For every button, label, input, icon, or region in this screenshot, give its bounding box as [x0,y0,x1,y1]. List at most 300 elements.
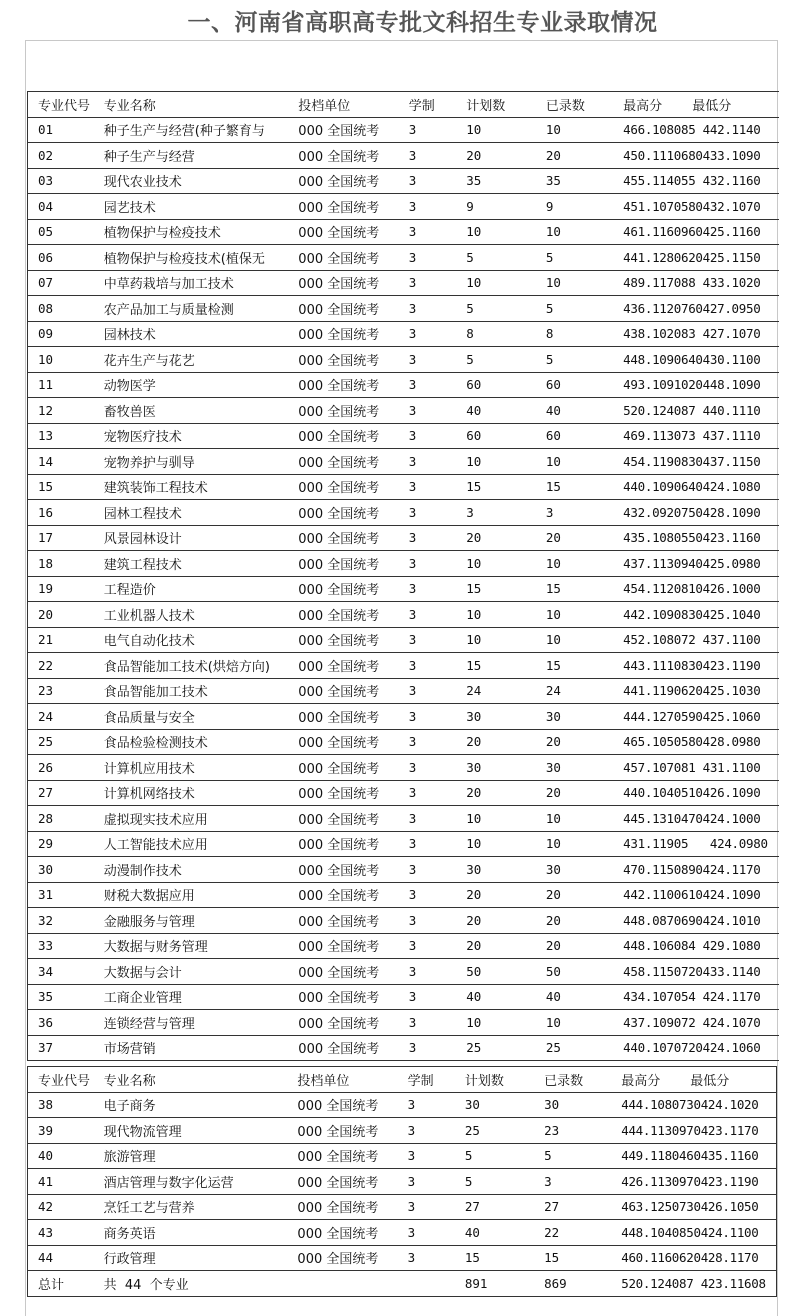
major-name: 种子生产与经营 [94,143,289,169]
major-code: 12 [28,398,94,424]
admission-unit: 000 全国统考 [288,347,399,373]
max-min-scores: 443.1110830423.1190 [613,653,779,679]
major-code: 13 [28,423,94,449]
major-code: 39 [28,1118,94,1144]
max-min-scores: 432.0920750428.1090 [613,500,779,526]
table-row [28,245,780,271]
max-min-scores: 455.114055 432.1160 [613,168,779,194]
admission-unit: 000 全国统考 [288,525,399,551]
admitted-count: 20 [536,933,613,959]
plan-count: 15 [455,1245,534,1271]
study-years: 3 [399,270,456,296]
header-plan: 计划数 [456,92,536,118]
table-row [28,1245,777,1271]
table-row [28,882,780,908]
study-years: 3 [399,678,456,704]
admitted-count: 27 [534,1194,611,1220]
table-row [28,321,780,347]
max-min-scores: 437.109072 424.1070 [613,1010,779,1036]
header-name: 专业名称 [94,1067,288,1093]
table-row [28,959,780,985]
study-years: 3 [399,500,456,526]
study-years: 3 [399,908,456,934]
admission-unit: 000 全国统考 [288,678,399,704]
major-code: 04 [28,194,94,220]
study-years: 3 [399,245,456,271]
admitted-count: 20 [536,780,613,806]
admission-unit: 000 全国统考 [288,933,399,959]
plan-count: 5 [456,245,536,271]
plan-count: 5 [455,1169,534,1195]
admission-unit: 000 全国统考 [288,602,399,628]
max-min-scores: 489.117088 433.1020 [613,270,779,296]
admission-unit: 000 全国统考 [288,959,399,985]
header-code: 专业代号 [28,1067,94,1093]
admitted-count: 5 [536,245,613,271]
table-header-row [28,92,780,118]
plan-count: 8 [456,321,536,347]
max-min-scores: 448.1040850424.1100 [611,1220,776,1246]
plan-count: 25 [455,1118,534,1144]
study-years: 3 [399,525,456,551]
max-min-scores: 440.1090640424.1080 [613,474,779,500]
plan-count: 60 [456,372,536,398]
admission-unit: 000 全国统考 [288,831,399,857]
max-min-scores: 465.1050580428.0980 [613,729,779,755]
header-scores [613,92,779,118]
major-code: 21 [28,627,94,653]
header-max: 最高分 [623,98,663,114]
major-name: 电子商务 [94,1092,288,1118]
max-min-scores: 449.1180460435.1160 [611,1143,776,1169]
major-name: 电气自动化技术 [94,627,289,653]
table-row [28,500,780,526]
admission-unit: 000 全国统考 [288,296,399,322]
header-years: 学制 [399,92,456,118]
study-years: 3 [399,882,456,908]
study-years: 3 [399,296,456,322]
plan-count: 24 [456,678,536,704]
study-years: 3 [399,423,456,449]
admission-unit: 000 全国统考 [288,1035,399,1061]
major-code: 02 [28,143,94,169]
admission-unit: 000 全国统考 [288,500,399,526]
admitted-count: 5 [536,347,613,373]
admitted-count: 20 [536,729,613,755]
admitted-count: 35 [536,168,613,194]
table-row [28,423,780,449]
table-row [28,576,780,602]
major-name: 食品质量与安全 [94,704,289,730]
max-min-scores: 445.1310470424.1000 [613,806,779,832]
admission-unit: 000 全国统考 [288,704,399,730]
table-row [28,857,780,883]
major-code: 42 [28,1194,94,1220]
admission-unit: 000 全国统考 [288,627,399,653]
header-admitted: 已录数 [536,92,613,118]
admission-table-part2 [27,1066,777,1297]
major-code: 08 [28,296,94,322]
admitted-count: 30 [536,857,613,883]
admitted-count: 30 [536,704,613,730]
admitted-count: 15 [536,576,613,602]
header-admitted: 已录数 [534,1067,611,1093]
major-name: 财税大数据应用 [94,882,289,908]
admitted-count: 60 [536,372,613,398]
admitted-count: 10 [536,1010,613,1036]
table-row [28,449,780,475]
table-row [28,372,780,398]
table-row [28,525,780,551]
max-min-scores: 436.1120760427.0950 [613,296,779,322]
admission-unit: 000 全国统考 [288,984,399,1010]
table-row [28,602,780,628]
admitted-count: 15 [536,474,613,500]
header-min: 最低分 [692,98,732,114]
table-row [28,1118,777,1144]
admitted-count: 40 [536,984,613,1010]
total-summary: 共 44 个专业 [94,1271,288,1297]
plan-count: 27 [455,1194,534,1220]
plan-count: 3 [456,500,536,526]
table-row [28,704,780,730]
plan-count: 5 [455,1143,534,1169]
admission-unit: 000 全国统考 [288,117,399,143]
major-name: 现代农业技术 [94,168,289,194]
max-min-scores: 463.1250730426.1050 [611,1194,776,1220]
major-code: 33 [28,933,94,959]
max-min-scores: 431.11905 424.0980 [613,831,779,857]
admission-unit: 000 全国统考 [288,806,399,832]
table-row [28,194,780,220]
admission-unit: 000 全国统考 [288,321,399,347]
study-years: 3 [399,806,456,832]
study-years: 3 [399,984,456,1010]
study-years: 3 [399,551,456,577]
major-code: 07 [28,270,94,296]
max-min-scores: 442.1100610424.1090 [613,882,779,908]
plan-count: 15 [456,653,536,679]
admission-unit: 000 全国统考 [288,219,399,245]
study-years: 3 [399,857,456,883]
major-code: 25 [28,729,94,755]
max-min-scores: 457.107081 431.1100 [613,755,779,781]
admitted-count: 50 [536,959,613,985]
table-row [28,780,780,806]
major-code: 17 [28,525,94,551]
admission-unit: 000 全国统考 [288,143,399,169]
max-min-scores: 460.1160620428.1170 [611,1245,776,1271]
max-min-scores: 470.1150890424.1170 [613,857,779,883]
plan-count: 30 [455,1092,534,1118]
admitted-count: 10 [536,219,613,245]
total-plan: 891 [455,1271,534,1297]
admitted-count: 25 [536,1035,613,1061]
major-code: 14 [28,449,94,475]
max-min-scores: 444.1270590425.1060 [613,704,779,730]
admitted-count: 30 [536,755,613,781]
table-row [28,143,780,169]
major-name: 建筑工程技术 [94,551,289,577]
plan-count: 20 [456,933,536,959]
study-years: 3 [398,1118,455,1144]
admitted-count: 3 [534,1169,611,1195]
table-row [28,398,780,424]
admission-unit: 000 全国统考 [288,168,399,194]
major-code: 10 [28,347,94,373]
study-years: 3 [399,653,456,679]
study-years: 3 [399,755,456,781]
admission-unit: 000 全国统考 [288,653,399,679]
table-row [28,984,780,1010]
major-code: 09 [28,321,94,347]
major-name: 畜牧兽医 [94,398,289,424]
plan-count: 10 [456,219,536,245]
major-name: 大数据与财务管理 [94,933,289,959]
major-name: 植物保护与检疫技术(植保无 [94,245,289,271]
table-row [28,1143,777,1169]
admission-unit: 000 全国统考 [288,423,399,449]
study-years: 3 [399,168,456,194]
admitted-count: 24 [536,678,613,704]
study-years: 3 [399,474,456,500]
major-name: 食品智能加工技术 [94,678,289,704]
study-years: 3 [399,347,456,373]
major-name: 商务英语 [94,1220,288,1246]
plan-count: 40 [456,984,536,1010]
major-code: 24 [28,704,94,730]
table-row [28,1035,780,1061]
table-row [28,1010,780,1036]
major-code: 31 [28,882,94,908]
plan-count: 20 [456,729,536,755]
max-min-scores: 452.108072 437.1100 [613,627,779,653]
admitted-count: 10 [536,627,613,653]
admission-unit: 000 全国统考 [288,474,399,500]
table-row [28,1092,777,1118]
study-years: 3 [398,1194,455,1220]
major-name: 农产品加工与质量检测 [94,296,289,322]
study-years: 3 [399,933,456,959]
major-code: 16 [28,500,94,526]
table-row [28,117,780,143]
header-scores [611,1067,776,1093]
admission-unit: 000 全国统考 [288,194,399,220]
admitted-count: 3 [536,500,613,526]
major-code: 15 [28,474,94,500]
major-name: 工程造价 [94,576,289,602]
major-code: 35 [28,984,94,1010]
admission-unit: 000 全国统考 [287,1245,397,1271]
table-row [28,806,780,832]
max-min-scores: 435.1080550423.1160 [613,525,779,551]
admission-unit: 000 全国统考 [287,1143,397,1169]
table-row [28,831,780,857]
major-name: 连锁经营与管理 [94,1010,289,1036]
plan-count: 10 [456,551,536,577]
max-min-scores: 426.1130970423.1190 [611,1169,776,1195]
header-name: 专业名称 [94,92,289,118]
major-name: 虚拟现实技术应用 [94,806,289,832]
max-min-scores: 451.1070580432.1070 [613,194,779,220]
admission-unit: 000 全国统考 [288,245,399,271]
max-min-scores: 440.1070720424.1060 [613,1035,779,1061]
major-name: 计算机网络技术 [94,780,289,806]
study-years: 3 [399,780,456,806]
plan-count: 40 [455,1220,534,1246]
major-code: 36 [28,1010,94,1036]
study-years: 3 [399,449,456,475]
major-code: 18 [28,551,94,577]
admitted-count: 10 [536,551,613,577]
max-min-scores: 442.1090830425.1040 [613,602,779,628]
admission-unit: 000 全国统考 [288,1010,399,1036]
admission-unit: 000 全国统考 [287,1194,397,1220]
table-row [28,908,780,934]
major-name: 大数据与会计 [94,959,289,985]
major-code: 34 [28,959,94,985]
major-code: 19 [28,576,94,602]
header-min: 最低分 [690,1073,730,1089]
admitted-count: 60 [536,423,613,449]
study-years: 3 [399,398,456,424]
major-name: 食品检验检测技术 [94,729,289,755]
admitted-count: 10 [536,270,613,296]
plan-count: 30 [456,704,536,730]
major-name: 金融服务与管理 [94,908,289,934]
admitted-count: 5 [534,1143,611,1169]
max-min-scores: 448.106084 429.1080 [613,933,779,959]
major-name: 动漫制作技术 [94,857,289,883]
admission-unit: 000 全国统考 [288,398,399,424]
major-name: 烹饪工艺与营养 [94,1194,288,1220]
major-code: 27 [28,780,94,806]
major-code: 40 [28,1143,94,1169]
study-years: 3 [398,1092,455,1118]
plan-count: 10 [456,270,536,296]
major-code: 22 [28,653,94,679]
study-years: 3 [399,704,456,730]
study-years: 3 [399,627,456,653]
study-years: 3 [399,831,456,857]
header-years: 学制 [398,1067,455,1093]
major-code: 11 [28,372,94,398]
total-admitted: 869 [534,1271,611,1297]
plan-count: 15 [456,474,536,500]
admission-unit: 000 全国统考 [288,729,399,755]
max-min-scores: 450.1110680433.1090 [613,143,779,169]
plan-count: 20 [456,882,536,908]
plan-count: 20 [456,908,536,934]
plan-count: 10 [456,449,536,475]
major-name: 种子生产与经营(种子繁育与 [94,117,289,143]
plan-count: 5 [456,347,536,373]
max-min-scores: 444.1130970423.1170 [611,1118,776,1144]
major-name: 人工智能技术应用 [94,831,289,857]
admitted-count: 20 [536,908,613,934]
major-name: 工业机器人技术 [94,602,289,628]
admission-unit: 000 全国统考 [288,755,399,781]
plan-count: 10 [456,627,536,653]
study-years: 3 [399,576,456,602]
plan-count: 10 [456,831,536,857]
table-row [28,168,780,194]
admitted-count: 10 [536,117,613,143]
max-min-scores: 440.1040510426.1090 [613,780,779,806]
header-unit: 投档单位 [287,1067,397,1093]
max-min-scores: 434.107054 424.1170 [613,984,779,1010]
table-row [28,933,780,959]
max-min-scores: 466.108085 442.1140 [613,117,779,143]
study-years: 3 [398,1169,455,1195]
plan-count: 60 [456,423,536,449]
major-name: 工商企业管理 [94,984,289,1010]
study-years: 3 [399,1010,456,1036]
admitted-count: 30 [534,1092,611,1118]
plan-count: 20 [456,525,536,551]
major-name: 酒店管理与数字化运营 [94,1169,288,1195]
max-min-scores: 448.1090640430.1100 [613,347,779,373]
max-min-scores: 454.1190830437.1150 [613,449,779,475]
table-row [28,1194,777,1220]
header-max: 最高分 [621,1073,661,1089]
table-row [28,219,780,245]
plan-count: 9 [456,194,536,220]
plan-count: 50 [456,959,536,985]
admitted-count: 10 [536,806,613,832]
admitted-count: 20 [536,143,613,169]
major-code: 03 [28,168,94,194]
plan-count: 20 [456,780,536,806]
major-code: 05 [28,219,94,245]
study-years: 3 [399,602,456,628]
major-code: 30 [28,857,94,883]
major-name: 市场营销 [94,1035,289,1061]
total-unit [287,1271,397,1297]
study-years: 3 [399,729,456,755]
study-years: 3 [398,1143,455,1169]
study-years: 3 [398,1220,455,1246]
max-min-scores: 437.1130940425.0980 [613,551,779,577]
major-code: 38 [28,1092,94,1118]
header-code: 专业代号 [28,92,94,118]
max-min-scores: 520.124087 440.1110 [613,398,779,424]
admission-unit: 000 全国统考 [287,1169,397,1195]
admitted-count: 20 [536,525,613,551]
admission-unit: 000 全国统考 [288,551,399,577]
plan-count: 10 [456,806,536,832]
admitted-count: 10 [536,449,613,475]
major-name: 中草药栽培与加工技术 [94,270,289,296]
major-code: 41 [28,1169,94,1195]
plan-count: 5 [456,296,536,322]
major-name: 动物医学 [94,372,289,398]
admitted-count: 40 [536,398,613,424]
major-name: 行政管理 [94,1245,288,1271]
major-code: 37 [28,1035,94,1061]
major-code: 20 [28,602,94,628]
study-years: 3 [399,1035,456,1061]
admission-unit: 000 全国统考 [287,1220,397,1246]
major-code: 29 [28,831,94,857]
major-name: 现代物流管理 [94,1118,288,1144]
admitted-count: 10 [536,602,613,628]
table-row [28,678,780,704]
table-row [28,551,780,577]
admission-unit: 000 全国统考 [288,449,399,475]
max-min-scores: 448.0870690424.1010 [613,908,779,934]
major-name: 植物保护与检疫技术 [94,219,289,245]
